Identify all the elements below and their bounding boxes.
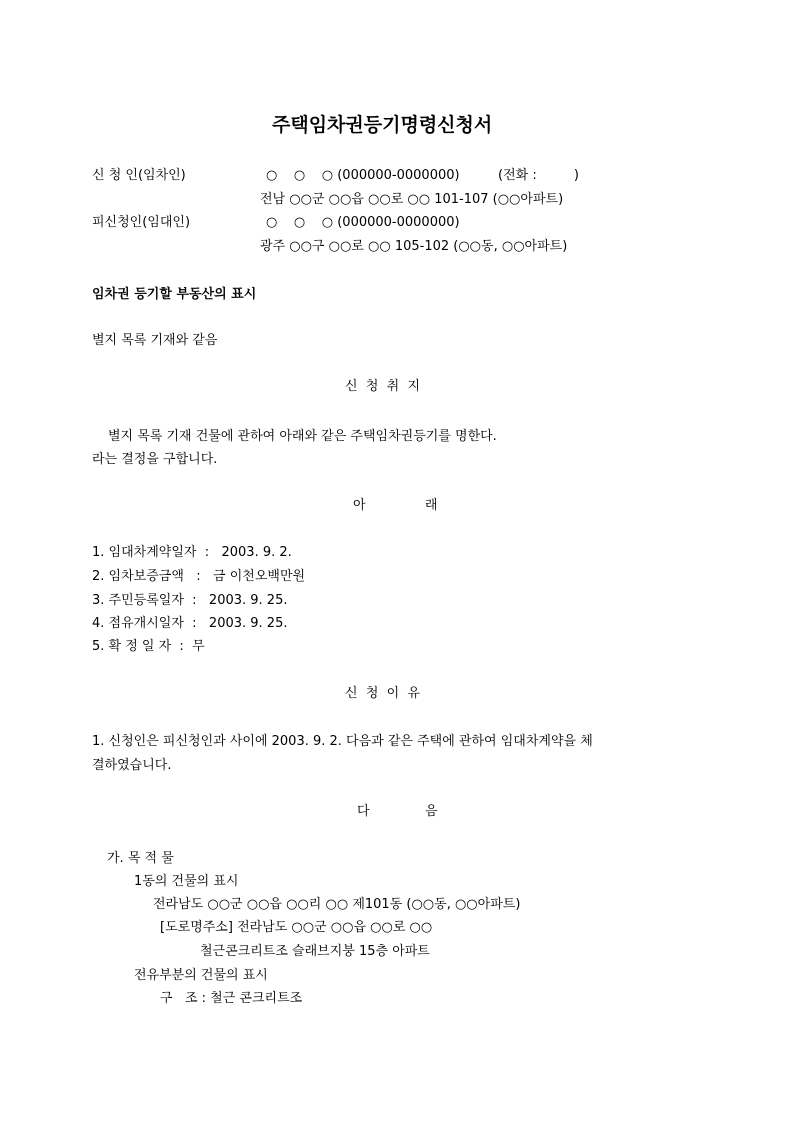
building-structure: 철근콘크리트조 슬래브지붕 15층 아파트 — [200, 944, 430, 959]
below-heading-right: 래 — [425, 498, 438, 513]
list-item: 4. 점유개시일자 : 2003. 9. 25. — [92, 616, 288, 631]
document-title: 주택임차권등기명령신청서 — [272, 114, 493, 136]
next-heading-left: 다 — [357, 804, 370, 819]
list-item: 3. 주민등록일자 : 2003. 9. 25. — [92, 593, 288, 608]
below-heading-left: 아 — [353, 498, 366, 513]
exclusive-structure: 구 조 : 철근 콘크리트조 — [160, 991, 303, 1006]
list-item: 1. 임대차계약일자 : 2003. 9. 2. — [92, 545, 292, 560]
respondent-address: 광주 ○○구 ○○로 ○○ 105-102 (○○동, ○○아파트) — [260, 239, 568, 254]
reason-heading: 신 청 이 유 — [345, 686, 421, 701]
building-heading: 1동의 건물의 표시 — [134, 874, 239, 889]
applicant-name-id: ○ ○ ○ (000000-0000000) — [266, 168, 460, 183]
list-item: 2. 임차보증금액 : 금 이천오백만원 — [92, 569, 306, 584]
property-text: 별지 목록 기재와 같음 — [92, 333, 218, 348]
reason-line-1: 1. 신청인은 피신청인과 사이에 2003. 9. 2. 다음과 같은 주택에 관하여 임대차계약을 체 — [92, 734, 593, 749]
property-heading: 임차권 등기할 부동산의 표시 — [92, 287, 257, 302]
purpose-line-2: 라는 결정을 구합니다. — [92, 452, 218, 467]
road-address: [도로명주소] 전라남도 ○○군 ○○읍 ○○로 ○○ — [160, 920, 433, 935]
next-heading-right: 음 — [425, 804, 438, 819]
object-heading: 가. 목 적 물 — [107, 851, 174, 866]
purpose-line-1: 별지 목록 기재 건물에 관하여 아래와 같은 주택임차권등기를 명한다. — [108, 429, 497, 444]
respondent-name-id: ○ ○ ○ (000000-0000000) — [266, 215, 460, 230]
respondent-label: 피신청인(임대인) — [92, 215, 191, 230]
applicant-label: 신 청 인(임차인) — [92, 168, 186, 183]
applicant-address: 전남 ○○군 ○○읍 ○○로 ○○ 101-107 (○○아파트) — [260, 192, 564, 207]
building-address: 전라남도 ○○군 ○○읍 ○○리 ○○ 제101동 (○○동, ○○아파트) — [153, 897, 521, 912]
purpose-heading: 신 청 취 지 — [345, 379, 421, 394]
applicant-phone: (전화 : ) — [498, 168, 579, 183]
exclusive-heading: 전유부분의 건물의 표시 — [134, 968, 268, 983]
list-item: 5. 확 정 일 자 : 무 — [92, 639, 205, 654]
reason-line-2: 결하였습니다. — [92, 758, 172, 773]
